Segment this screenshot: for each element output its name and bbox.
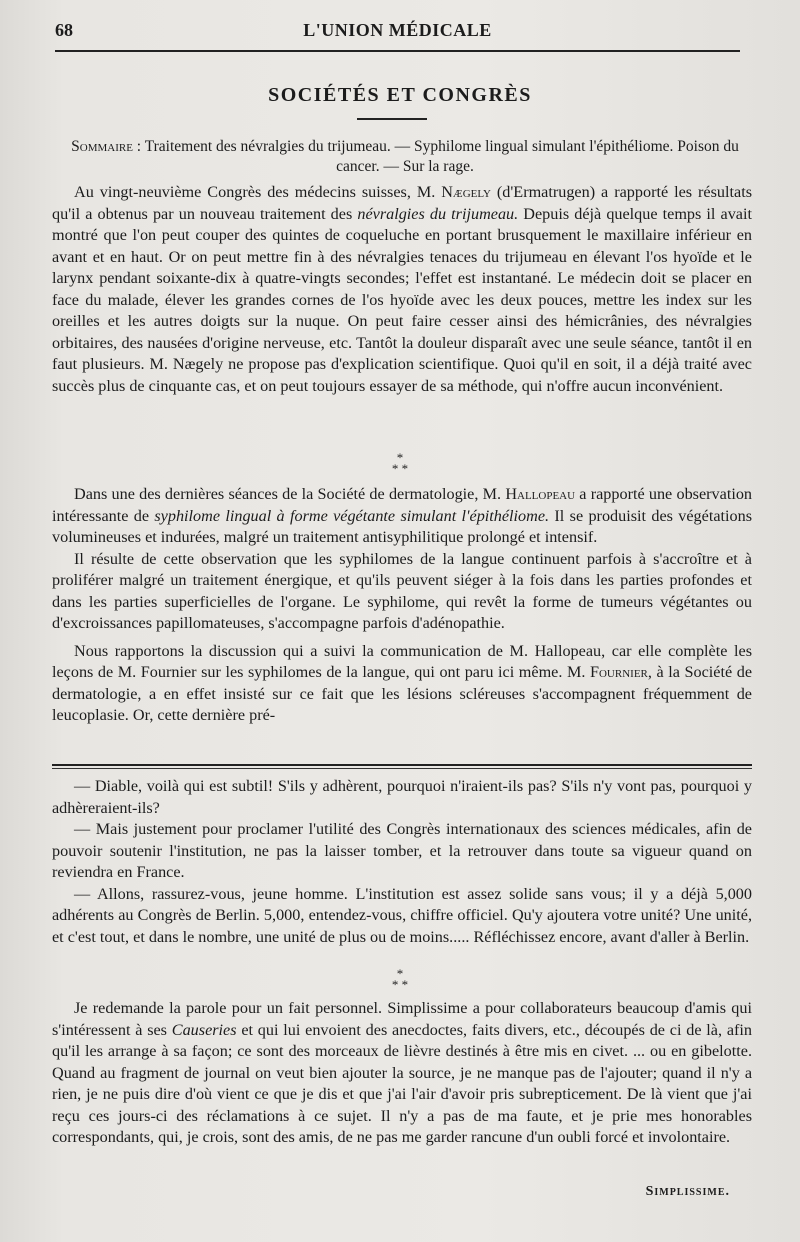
running-header [55, 18, 740, 46]
summary [60, 137, 750, 177]
author-name: Hallopeau [505, 485, 576, 503]
text-span: , à la Société de dermatologie, a en effet insisté sur ce fait que les lésions scléreuses s'accompagnent fréquemment de leucoplasie. Or, cette dernière pré- [52, 663, 752, 724]
paragraph-syphilome: Il résulte de cette observation que les syphilomes de la langue continuent parfois à s'accroître et à proliférer malgré un traitement énergique, et qu'ils peuvent siéger à la fois dans les parties profondes et dans les parties superficielles de l'organe. Le syphilome, qui revêt la forme de tumeurs végétantes ou d'excroissances papillomateuses, s'accompagne parfois d'adénopathie. [52, 549, 752, 632]
dialogue-line-2: — Mais justement pour proclamer l'utilité des Congrès internationaux des sciences médicales, afin de pouvoir soutenir l'institution, ne pas la laisser tomber, et la retrouver dans toute sa vigueur quand on reviendra en France. [52, 820, 752, 881]
paragraph-naegely [52, 182, 752, 397]
text-span: Au vingt-neuvième Congrès des médecins suisses, M. [74, 183, 442, 201]
text-span: (d'Ermatrugen) a rapporté les résultats qu'il a obtenus par un nouveau traitement des [52, 183, 752, 223]
section-title: SOCIÉTÉS ET CONGRÈS [268, 84, 532, 106]
text-span: Nous rapportons la discussion qui a suivi la communication de M. Hallopeau, car elle complète les leçons de M. Fournier sur les syphilomes de la langue, qui ont paru ici même. M. [52, 641, 752, 681]
article-naegely [52, 182, 752, 397]
text-span: Je redemande la parole pour un fait personnel. Simplissime a pour collaborateurs beaucoup d'amis qui s'intéressent à ses [52, 999, 752, 1039]
author-name: Fournier [589, 663, 648, 681]
feuilleton-separator-thin [52, 768, 752, 769]
author-name: Nægely [441, 183, 491, 201]
title-rule [357, 118, 427, 120]
header-rule [55, 50, 740, 52]
asterism-1 [0, 452, 800, 474]
text-span: Depuis déjà quelque temps il avait montré que l'on peut couper des quintes de coqueluche en portant brusquement le maxillaire inférieur en avant et en haut. Or on peut mettre fin à des névralgies tenaces du trijumeau en élevant l'os hyoïde et le larynx pendant soixante-dix à quatre-vingts secondes; l'effet est instantané. Le médecin doit se placer en face du malade, élever les grandes cornes de l'os hyoïde avec les deux pouces, mettre les index sur les oreilles et les autres doigts sur la nuque. On peut faire cesser ainsi des hémicrânies, des névralgies orbitaires, des nausées d'origine nerveuse, etc. Tantôt la douleur disparaît avec une seule séance, tantôt il en faut plusieurs. M. Nægely ne propose pas d'explication scientifique. Quoi qu'il en soit, il a déjà traité avec succès plus de cinquante cas, et on peut toujours essayer de sa méthode, qui n'offre aucun inconvénient. [52, 204, 752, 395]
paragraph-fournier [52, 641, 752, 727]
page-number: 68 [55, 20, 73, 40]
asterisk-top: * [396, 966, 404, 981]
asterisk-top: * [396, 450, 404, 465]
asterisk-bottom: * * [391, 977, 409, 992]
feuilleton-dialogue [52, 776, 752, 948]
signature: Simplissime. [645, 1184, 730, 1199]
feuilleton-separator [52, 764, 752, 766]
dialogue-line-1: — Diable, voilà qui est subtil! S'ils y adhèrent, pourquoi n'iraient-ils pas? S'ils n'y vont pas, pourquoi y adhèreraient-ils? [52, 777, 752, 817]
asterisk-bottom: * * [391, 461, 409, 476]
paragraph-personal-note [52, 998, 752, 1149]
asterism-2 [0, 968, 800, 990]
text-span: a rapporté une observation intéressante de [52, 485, 753, 525]
text-span: Il se produisit des végétations volumineuses et indurées, malgré un traitement antisyphilitique prolongé et intensif. [52, 506, 753, 546]
summary-text: : Traitement des névralgies du trijumeau. — Syphilome lingual simulant l'épithéliome. Poison du cancer. — Sur la rage. [132, 138, 739, 175]
paragraph-hallopeau [52, 484, 752, 549]
dialogue-line-3: — Allons, rassurez-vous, jeune homme. L'institution est assez solide sans vous; il y a déjà 5,000 adhérents au Congrès de Berlin. 5,000, entendez-vous, chiffre officiel. Qu'y ajoutera votre unité? Une unité, et c'est tout, et dans le nombre, une unité de plus ou de moins..... Réfléchissez encore, avant d'aller à Berlin. [52, 884, 752, 946]
italic-term: Causeries [171, 1020, 237, 1039]
text-span: Dans une des dernières séances de la Société de dermatologie, M. [74, 485, 506, 503]
summary-label: Sommaire [71, 138, 133, 155]
journal-title: L'UNION MÉDICALE [303, 20, 492, 40]
text-span: et qui lui envoient des anecdoctes, faits divers, etc., découpés de ci de là, afin qu'il les arrange à sa façon; ce sont des morceaux de lièvre destinés à être mis en civet. ... ou en gibelotte. Quand au fragment de journal on veut bien ajouter la source, je ne manque pas de l'ajouter; quand il n'y a rien, je ne puis dire d'où vient ce que je dis et que j'ai l'air d'avoir pris subrepticement. De là vient que j'ai reçu ces jours-ci des réclamations à ce sujet. Il n'y a pas de ma faute, et je prie mes honorables correspondants, qui, je crois, sont des amis, de ne pas me garder rancune d'un oubli forcé et involontaire. [52, 1020, 752, 1146]
feuilleton-personal-note [52, 998, 752, 1149]
italic-term: névralgies du trijumeau. [357, 204, 519, 223]
article-hallopeau [52, 484, 752, 727]
italic-term: syphilome lingual à forme végétante simulant l'épithéliome. [154, 506, 550, 525]
